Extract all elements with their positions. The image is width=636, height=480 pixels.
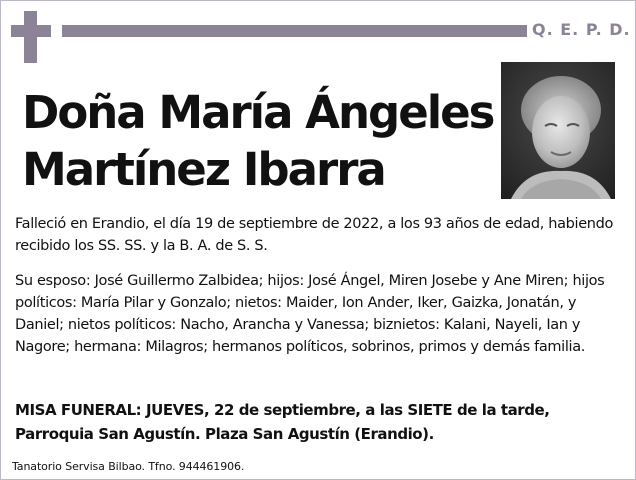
cross-icon-horizontal	[11, 25, 51, 37]
death-notice-paragraph: Falleció en Erandio, el día 19 de septiembre de 2022, a los 93 años de edad, habiendo recibido los SS. SS. y la B. A. de S. S.	[15, 216, 613, 254]
family-paragraph: Su esposo: José Guillermo Zalbidea; hijos: José Ángel, Miren Josebe y Ane Miren; hijos políticos: María Pilar y Gonzalo; nietos: Maider, Ion Ander, Iker, Gaizka, Jonatán, y Daniel; nietos políticos: Nacho, Arancha y Vanessa; biznietos: Kalani, Nayeli, Ian y Nagore; hermana: Milagros; hermanos políticos, sobrinos, primos y demás familia.	[15, 273, 605, 355]
funeral-home-footer: Tanatorio Servisa Bilbao. Tfno. 944461906.	[12, 460, 245, 473]
deceased-name	[22, 84, 492, 198]
header-rule	[62, 25, 527, 37]
qepd-label: Q. E. P. D.	[532, 20, 631, 39]
deceased-name-line2: Martínez Ibarra	[22, 143, 385, 196]
deceased-name-line1: Doña María Ángeles	[22, 86, 494, 139]
portrait-image	[501, 62, 615, 199]
deceased-photo	[501, 62, 615, 199]
cross-icon-vertical	[24, 11, 37, 63]
funeral-mass-paragraph: MISA FUNERAL: JUEVES, 22 de septiembre, a las SIETE de la tarde, Parroquia San Agustín. Plaza San Agustín (Erandio).	[15, 401, 550, 443]
